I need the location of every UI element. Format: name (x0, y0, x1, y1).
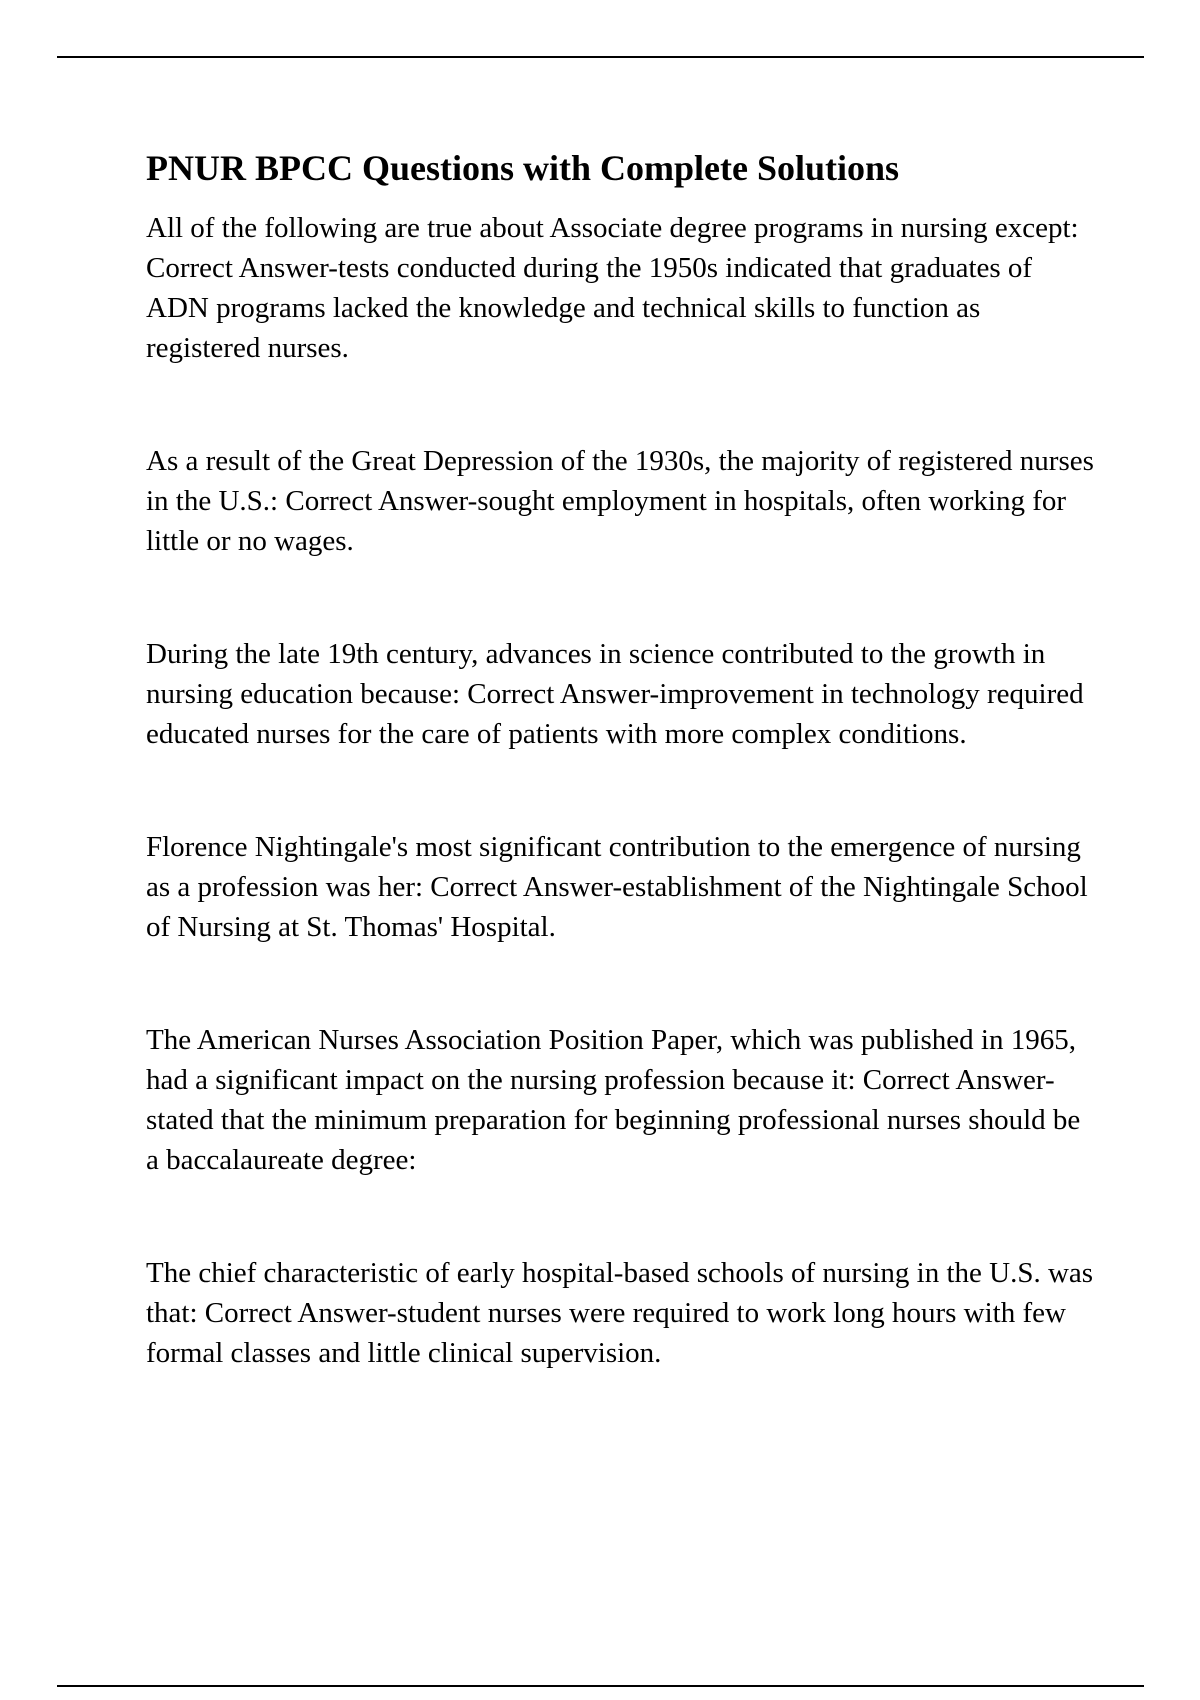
footer-rule (57, 1685, 1144, 1687)
qa-item-6: The chief characteristic of early hospital-based schools of nursing in the U.S. was that: Correct Answer-student nurses were required to work long hours with few formal classes and little clinical supervision. (146, 1257, 1094, 1369)
qa-item-4: Florence Nightingale's most significant contribution to the emergence of nursing as a profession was her: Correct Answer-establishment of the Nightingale School of Nursing at St. Thomas' Hospital. (146, 831, 1088, 943)
qa-item-5: The American Nurses Association Position Paper, which was published in 1965, had a significant impact on the nursing profession because it: Correct Answer-stated that the minimum preparation for beginning professional nurses should be a baccalaureate degree: (146, 1024, 1081, 1176)
header-rule (57, 56, 1144, 58)
qa-item-1: All of the following are true about Associate degree programs in nursing except: Correct Answer-tests conducted during the 1950s indicated that graduates of ADN programs lacked the knowledge and technical skills to function as registered nurses. (146, 212, 1079, 364)
qa-item-3: During the late 19th century, advances in science contributed to the growth in nursing education because: Correct Answer-improvement in technology required educated nurses for the care of patients with more complex conditions. (146, 638, 1084, 750)
qa-list (146, 208, 1096, 1373)
document-title: PNUR BPCC Questions with Complete Solutions (146, 148, 900, 188)
qa-item-2: As a result of the Great Depression of the 1930s, the majority of registered nurses in the U.S.: Correct Answer-sought employment in hospitals, often working for little or no wages. (146, 445, 1094, 557)
document-body (146, 146, 1096, 1373)
